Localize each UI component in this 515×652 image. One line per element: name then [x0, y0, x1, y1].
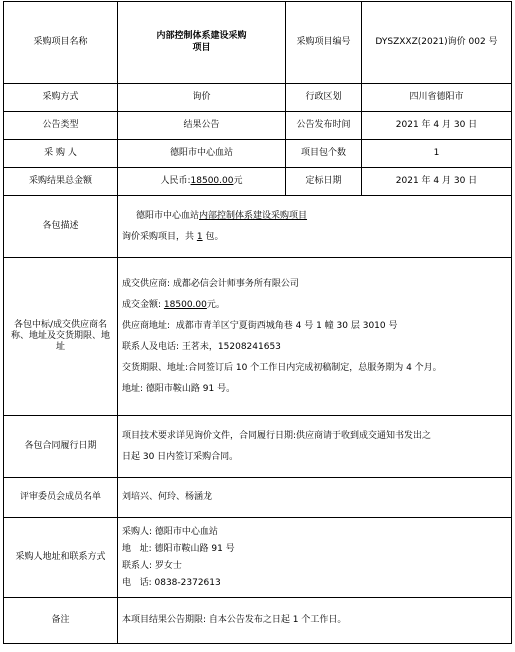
- total-prefix: 人民币:: [160, 175, 191, 186]
- type-value: 结果公告: [118, 112, 286, 140]
- total-value: [118, 168, 286, 196]
- contact-address: 地 址: 德阳市鞍山路 91 号: [122, 543, 235, 554]
- project-title-line1: 内部控制体系建设采购: [156, 31, 247, 42]
- row-project-name: [4, 2, 512, 84]
- purchaser-value: 德阳市中心血站: [118, 140, 286, 168]
- label-supplier-info: 各包中标/成交供应商名称、地址及交货期限、地址: [4, 258, 118, 416]
- contract-date: [118, 416, 512, 478]
- row-type: [4, 112, 512, 140]
- contract-date-line2: 日起 30 日内签订采购合同。: [122, 451, 239, 462]
- row-supplier: [4, 258, 512, 416]
- supplier-amount: 成交金额: 18500.00元。: [122, 299, 225, 310]
- label-project-code: 采购项目编号: [286, 2, 362, 84]
- supplier-name: 成交供应商: 成都必信会计师事务所有限公司: [122, 278, 299, 289]
- contact-purchaser: 采购人: 德阳市中心血站: [122, 526, 218, 537]
- delivery-terms: 交货期限、地址:合同签订后 10 个工作日内完成初稿制定，总服务期为 4 个月。: [122, 362, 442, 373]
- row-remark: [4, 598, 512, 644]
- announcement-table: [3, 1, 512, 644]
- committee-members: 刘培兴、何玲、杨涵龙: [118, 478, 512, 518]
- contact-person: 联系人: 罗女士: [122, 560, 182, 571]
- project-title: [118, 2, 286, 84]
- package-desc-line1: 德阳市中心血站内部控制体系建设采购项目: [136, 210, 308, 221]
- label-purchaser: 采 购 人: [4, 140, 118, 168]
- row-purchaser: [4, 140, 512, 168]
- total-amount: 18500.00: [190, 175, 234, 186]
- label-package-count: 项目包个数: [286, 140, 362, 168]
- total-suffix: 元: [233, 175, 243, 186]
- label-type: 公告类型: [4, 112, 118, 140]
- supplier-contact: 联系人及电话: 王茗未，15208241653: [122, 341, 281, 352]
- row-purchaser-contact: [4, 518, 512, 598]
- row-contract-date: [4, 416, 512, 478]
- label-total: 采购结果总金额: [4, 168, 118, 196]
- remark-value: 本项目结果公告期限: 自本公告发布之日起 1 个工作日。: [118, 598, 512, 644]
- label-purchaser-contact: 采购人地址和联系方式: [4, 518, 118, 598]
- label-region: 行政区划: [286, 84, 362, 112]
- label-package-desc: 各包描述: [4, 196, 118, 258]
- contact-phone: 电 话: 0838-2372613: [122, 577, 221, 588]
- award-date-value: 2021 年 4 月 30 日: [362, 168, 512, 196]
- row-package-desc: [4, 196, 512, 258]
- supplier-address: 供应商地址: 成都市青羊区宁夏街西城角巷 4 号 1 幢 30 层 3010 号: [122, 320, 398, 331]
- label-remark: 备注: [4, 598, 118, 644]
- project-code: DYSZXXZ(2021)询价 002 号: [362, 2, 512, 84]
- row-method: [4, 84, 512, 112]
- purchaser-contact: [118, 518, 512, 598]
- package-desc: [118, 196, 512, 258]
- supplier-info: [118, 258, 512, 416]
- delivery-address: 地址: 德阳市鞍山路 91 号。: [122, 383, 236, 394]
- package-desc-line2: 询价采购项目，共 1 包。: [122, 231, 224, 242]
- label-contract-date: 各包合同履行日期: [4, 416, 118, 478]
- project-title-line2: 项目: [192, 42, 211, 53]
- contract-date-line1: 项目技术要求详见询价文件，合同履行日期:供应商请于收到成交通知书发出之: [122, 430, 432, 441]
- row-total: [4, 168, 512, 196]
- publish-time-value: 2021 年 4 月 30 日: [362, 112, 512, 140]
- label-committee: 评审委员会成员名单: [4, 478, 118, 518]
- region-value: 四川省德阳市: [362, 84, 512, 112]
- package-count-value: 1: [362, 140, 512, 168]
- row-committee: [4, 478, 512, 518]
- label-project-name: 采购项目名称: [4, 2, 118, 84]
- label-method: 采购方式: [4, 84, 118, 112]
- label-publish-time: 公告发布时间: [286, 112, 362, 140]
- method-value: 询价: [118, 84, 286, 112]
- label-award-date: 定标日期: [286, 168, 362, 196]
